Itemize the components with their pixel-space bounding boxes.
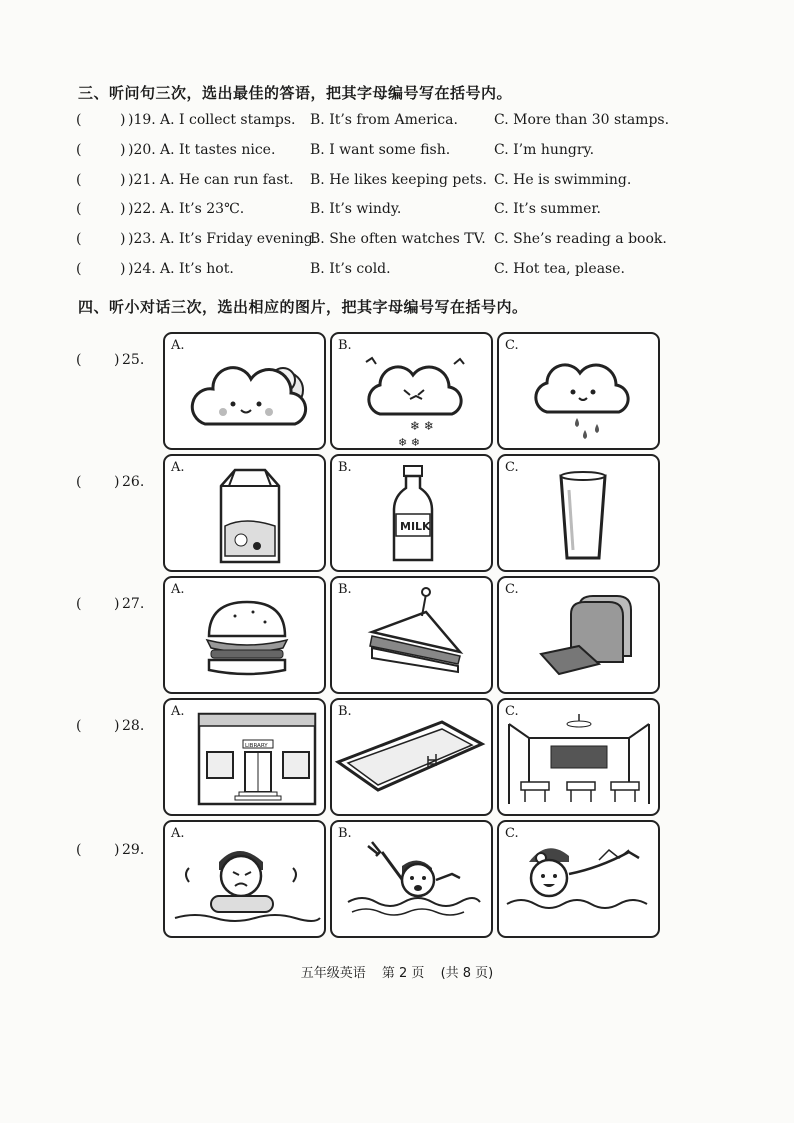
question-number: )19. bbox=[128, 112, 156, 128]
option-b: B. It’s from America. bbox=[310, 112, 458, 128]
page-footer bbox=[0, 962, 794, 981]
svg-text:❄ ❄: ❄ ❄ bbox=[398, 436, 420, 448]
svg-text:MILK: MILK bbox=[400, 520, 431, 533]
cloud-rain-icon bbox=[499, 334, 658, 448]
footer-page: 第 2 页 bbox=[381, 966, 425, 981]
question-number: 25. bbox=[122, 352, 145, 368]
option-a: A. It’s Friday evening. bbox=[160, 231, 318, 247]
drowning-boy-icon bbox=[332, 822, 491, 936]
hamburger-icon bbox=[165, 578, 324, 692]
option-c: C. He is swimming. bbox=[494, 172, 632, 188]
sandwich-icon bbox=[332, 578, 491, 692]
option-c: C. It’s summer. bbox=[494, 201, 601, 217]
milk-carton-icon bbox=[165, 456, 324, 570]
picture-option-c[interactable]: C. bbox=[497, 820, 660, 938]
option-a: A. It’s hot. bbox=[160, 261, 234, 277]
footer-total: (共 8 页) bbox=[440, 966, 494, 981]
picture-option-c[interactable]: C. bbox=[497, 454, 660, 572]
question-number: )20. bbox=[128, 142, 156, 158]
option-c: C. I’m hungry. bbox=[494, 142, 595, 158]
option-b: B. It’s windy. bbox=[310, 201, 402, 217]
option-b: B. It’s cold. bbox=[310, 261, 391, 277]
option-a: A. He can run fast. bbox=[160, 172, 294, 188]
picture-option-a[interactable]: A. bbox=[163, 576, 326, 694]
option-c: C. Hot tea, please. bbox=[494, 261, 625, 277]
cloud-sun-icon bbox=[165, 334, 324, 448]
crying-boy-water-icon bbox=[165, 822, 324, 936]
option-a: A. It’s 23℃. bbox=[160, 201, 245, 217]
question-number: 28. bbox=[122, 718, 145, 734]
question-number: )23. bbox=[128, 231, 156, 247]
option-b: B. She often watches TV. bbox=[310, 231, 486, 247]
classroom-icon bbox=[499, 700, 658, 814]
question-number: )22. bbox=[128, 201, 156, 217]
picture-option-b[interactable]: B. ❄ ❄ ❄ ❄ bbox=[330, 332, 493, 450]
question-number: 27. bbox=[122, 596, 145, 612]
library-icon bbox=[165, 700, 324, 814]
question-number: 26. bbox=[122, 474, 145, 490]
svg-text:❄ ❄: ❄ ❄ bbox=[410, 419, 434, 433]
footer-grade: 五年级英语 bbox=[300, 966, 366, 981]
question-number: )24. bbox=[128, 261, 156, 277]
picture-option-b[interactable]: B. MILK bbox=[330, 454, 493, 572]
picture-option-b[interactable]: B. bbox=[330, 698, 493, 816]
section4-title: 四、听小对话三次，选出相应的图片，把其字母编号写在括号内。 bbox=[78, 298, 528, 316]
picture-option-c[interactable]: C. bbox=[497, 576, 660, 694]
picture-option-a[interactable]: A. bbox=[163, 820, 326, 938]
section3-title: 三、听问句三次，选出最佳的答语，把其字母编号写在括号内。 bbox=[78, 84, 513, 102]
svg-text:LIBRARY: LIBRARY bbox=[245, 743, 268, 749]
option-b: B. I want some fish. bbox=[310, 142, 451, 158]
bread-icon bbox=[499, 578, 658, 692]
option-c: C. She’s reading a book. bbox=[494, 231, 667, 247]
picture-option-c[interactable]: C. bbox=[497, 332, 660, 450]
swimming-pool-icon bbox=[332, 700, 491, 814]
option-c: C. More than 30 stamps. bbox=[494, 112, 670, 128]
option-a: A. It tastes nice. bbox=[160, 142, 276, 158]
swimming-boy-icon bbox=[499, 822, 658, 936]
option-b: B. He likes keeping pets. bbox=[310, 172, 487, 188]
milk-bottle-icon bbox=[332, 456, 491, 570]
picture-option-a[interactable]: A. bbox=[163, 332, 326, 450]
picture-option-b[interactable]: B. bbox=[330, 820, 493, 938]
question-number: )21. bbox=[128, 172, 156, 188]
picture-option-c[interactable]: C. bbox=[497, 698, 660, 816]
picture-option-a[interactable]: A. bbox=[163, 454, 326, 572]
empty-glass-icon bbox=[499, 456, 658, 570]
cloud-snow-icon bbox=[332, 334, 491, 448]
picture-option-b[interactable]: B. bbox=[330, 576, 493, 694]
question-number: 29. bbox=[122, 842, 145, 858]
option-a: A. I collect stamps. bbox=[160, 112, 296, 128]
picture-option-a[interactable]: A. LIBRARY bbox=[163, 698, 326, 816]
